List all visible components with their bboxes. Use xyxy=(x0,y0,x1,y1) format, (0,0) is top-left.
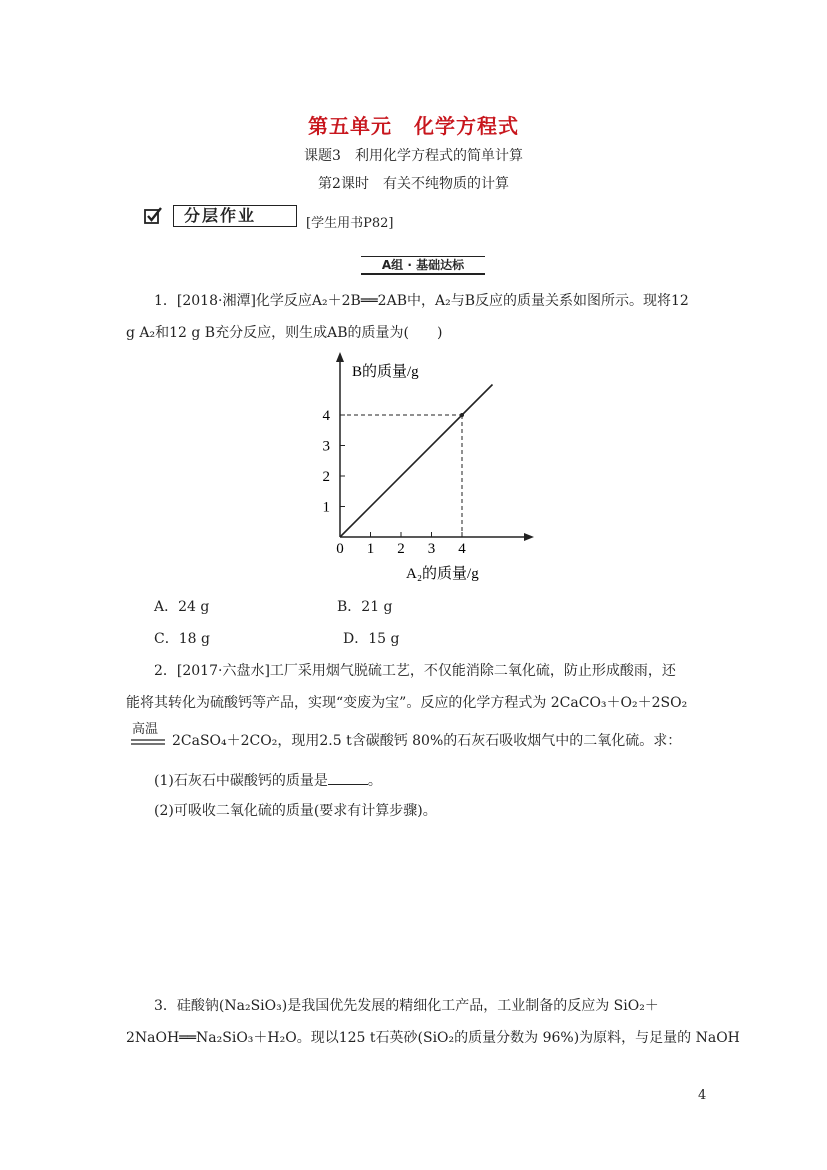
q2-sub1-end: 。 xyxy=(367,773,382,789)
q1-line2: g A₂和12 g B充分反应，则生成AB的质量为( ) xyxy=(126,325,443,341)
series-line xyxy=(340,385,493,538)
chapter-label: 化学方程式 xyxy=(414,114,519,138)
q2-sub1-text: (1)石灰石中碳酸钙的质量是 xyxy=(154,773,328,789)
lesson-title: 课题3 利用化学方程式的简单计算 xyxy=(304,148,523,164)
x-tick-label: 3 xyxy=(427,541,436,557)
unit-title xyxy=(0,110,827,139)
x-axis-label: A₂的质量/g xyxy=(406,566,479,582)
y-tick-label: 3 xyxy=(322,438,330,455)
q2-line2: 能将其转化为硫酸钙等产品，实现“变废为宝”。反应的化学方程式为 2CaCO₃＋O₂＋2SO₂ xyxy=(126,695,688,711)
q3-line2: 2NaOH══Na₂SiO₃＋H₂O。现以125 t石英砂(SiO₂的质量分数为 96%)为原料，与足量的 NaOH xyxy=(126,1030,740,1046)
x-tick-label: 4 xyxy=(458,541,466,557)
q3-line1: 3．硅酸钠(Na₂SiO₃)是我国优先发展的精细化工产品，工业制备的反应为 SiO₂＋ xyxy=(154,998,659,1014)
reaction-condition: 高温 xyxy=(132,722,159,737)
y-tick-label: 4 xyxy=(322,408,330,424)
book-reference: [学生用书P82] xyxy=(306,216,394,231)
answer-blank[interactable] xyxy=(328,772,368,785)
y-axis-label: B的质量/g xyxy=(352,364,419,380)
q2-line1: 2．[2017·六盘水]工厂采用烟气脱硫工艺，不仅能消除二氧化硫，防止形成酸雨，还 xyxy=(154,663,676,679)
q1-option-b: B．21 g xyxy=(337,599,393,615)
mass-relation-chart xyxy=(300,350,560,585)
q2-sub2: (2)可吸收二氧化硫的质量(要求有计算步骤)。 xyxy=(154,803,437,819)
group-label: A组 · 基础达标 xyxy=(361,256,485,275)
period-title: 第2课时 有关不纯物质的计算 xyxy=(318,176,509,192)
q1-option-a: A．24 g xyxy=(154,599,210,615)
guide-point xyxy=(460,413,464,417)
x-tick-label: 2 xyxy=(397,541,405,557)
y-tick-label: 2 xyxy=(322,469,330,485)
equals-sign xyxy=(130,738,166,746)
homework-label: 分层作业 xyxy=(173,205,297,227)
q2-sub1 xyxy=(154,771,382,791)
x-tick-label: 0 xyxy=(336,541,344,557)
q1-line1: 1．[2018·湘潭]化学反应A₂＋2B══2AB中，A₂与B反应的质量关系如图所示。现将12 xyxy=(154,293,689,309)
unit-label: 第五单元 xyxy=(308,114,392,138)
page-number: 4 xyxy=(698,1088,707,1103)
q1-option-d: D．15 g xyxy=(343,631,400,647)
q1-option-c: C．18 g xyxy=(154,631,210,647)
y-tick-label: 1 xyxy=(322,499,330,516)
chart-axes xyxy=(336,352,534,541)
q2-line3: 2CaSO₄＋2CO₂，现用2.5 t含碳酸钙 80%的石灰石吸收烟气中的二氧化硫。求： xyxy=(172,733,682,749)
x-tick-label: 1 xyxy=(366,541,375,557)
checkbox-icon xyxy=(144,207,162,225)
